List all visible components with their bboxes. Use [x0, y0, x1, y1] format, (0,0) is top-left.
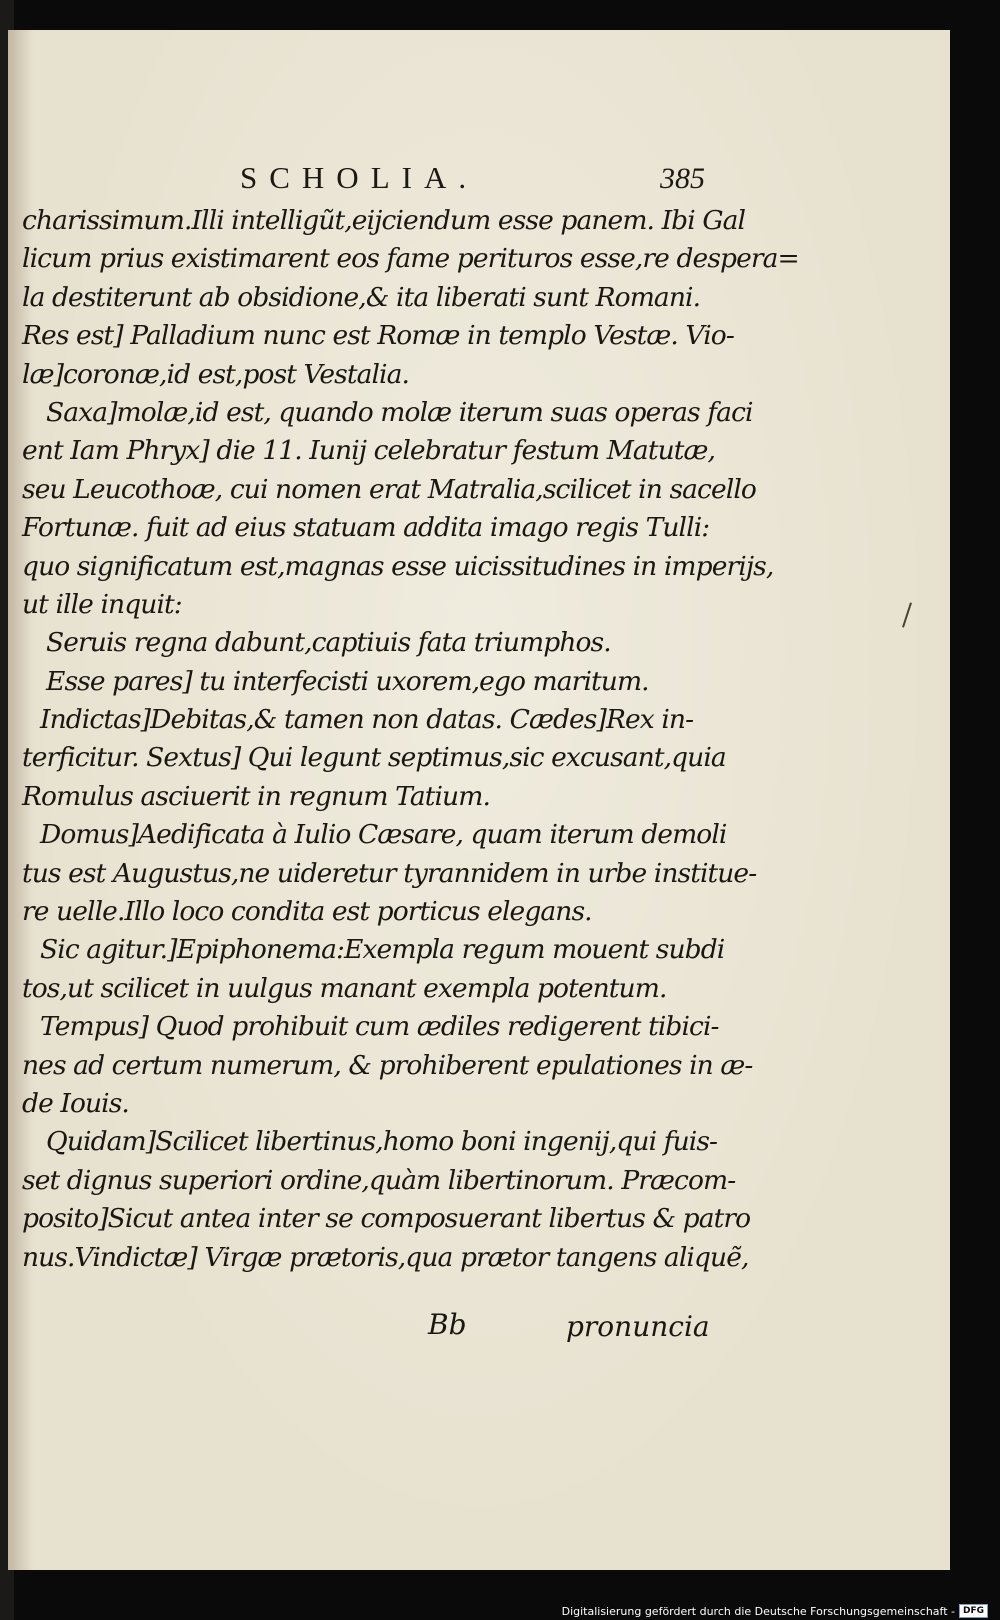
text-line: Quidam]Scilicet libertinus,homo boni ingenij,qui fuis- [46, 1126, 718, 1158]
text-line: Romulus asciuerit in regnum Tatium. [22, 780, 490, 812]
text-line: tus est Augustus,ne uideretur tyrannidem in urbe institue- [22, 857, 757, 889]
text-line: Sic agitur.]Epiphonema:Exempla regum mouent subdi [40, 934, 725, 966]
text-line: set dignus superiori ordine,quàm libertinorum. Præcom- [22, 1164, 736, 1196]
text-line: Domus]Aedificata à Iulio Cæsare, quam iterum demoli [40, 819, 727, 851]
text-line: Saxa]molæ,id est, quando molæ iterum suas operas faci [46, 396, 753, 428]
catchword: pronuncia [566, 1310, 710, 1343]
text-line: de Iouis. [22, 1087, 129, 1119]
text-line: nus.Vindictæ] Virgæ prætoris,qua prætor tangens aliquẽ, [22, 1241, 749, 1273]
text-line: ut ille inquit: [22, 588, 182, 620]
page-number: 385 [660, 162, 705, 195]
stray-ink-mark [902, 602, 912, 627]
text-line: la destiterunt ab obsidione,& ita liberati sunt Romani. [22, 281, 701, 313]
text-line: charissimum.Illi intelligũt,eijciendum esse panem. Ibi Gal [22, 205, 746, 236]
text-line: re uelle.Illo loco condita est porticus elegans. [22, 896, 592, 928]
text-line: quo significatum est,magnas esse uicissitudines in imperijs, [22, 550, 774, 582]
text-line: terficitur. Sextus] Qui legunt septimus,sic excusant,quia [22, 742, 726, 774]
page-header [8, 160, 950, 200]
book-page [8, 30, 950, 1570]
text-line: tos,ut scilicet in uulgus manant exempla potentum. [22, 972, 667, 1004]
text-line: ent Iam Phryx] die 11. Iunij celebratur festum Matutæ, [22, 435, 716, 467]
dfg-logo: DFG [959, 1604, 988, 1618]
page-body [22, 202, 799, 1277]
text-line: Res est] Palladium nunc est Romæ in templo Vestæ. Vio- [22, 320, 734, 352]
running-head: SCHOLIA. [240, 160, 479, 195]
text-line: læ]coronæ,id est,post Vestalia. [22, 358, 410, 390]
text-line: Tempus] Quod prohibuit cum ædiles redigerent tibici- [40, 1011, 719, 1043]
digitization-credit [562, 1604, 988, 1618]
signature-mark: Bb [428, 1308, 467, 1341]
text-line: Esse pares] tu interfecisti uxorem,ego maritum. [46, 665, 649, 697]
text-line: Indictas]Debitas,& tamen non datas. Cædes]Rex in- [40, 704, 694, 736]
text-line: posito]Sicut antea inter se composuerant libertus & patro [22, 1203, 751, 1235]
text-line: seu Leucothoæ, cui nomen erat Matralia,scilicet in sacello [22, 473, 756, 505]
text-line: licum prius existimarent eos fame perituros esse,re despera= [22, 243, 799, 275]
text-line: Fortunæ. fuit ad eius statuam addita imago regis Tulli: [22, 512, 710, 544]
page-footer [8, 1308, 950, 1348]
verse-line: Seruis regna dabunt,captiuis fata triumphos. [46, 627, 611, 659]
text-line: nes ad certum numerum, & prohiberent epulationes in æ- [22, 1049, 753, 1081]
credit-text: Digitalisierung gefördert durch die Deutsche Forschungsgemeinschaft - [561, 1604, 955, 1618]
